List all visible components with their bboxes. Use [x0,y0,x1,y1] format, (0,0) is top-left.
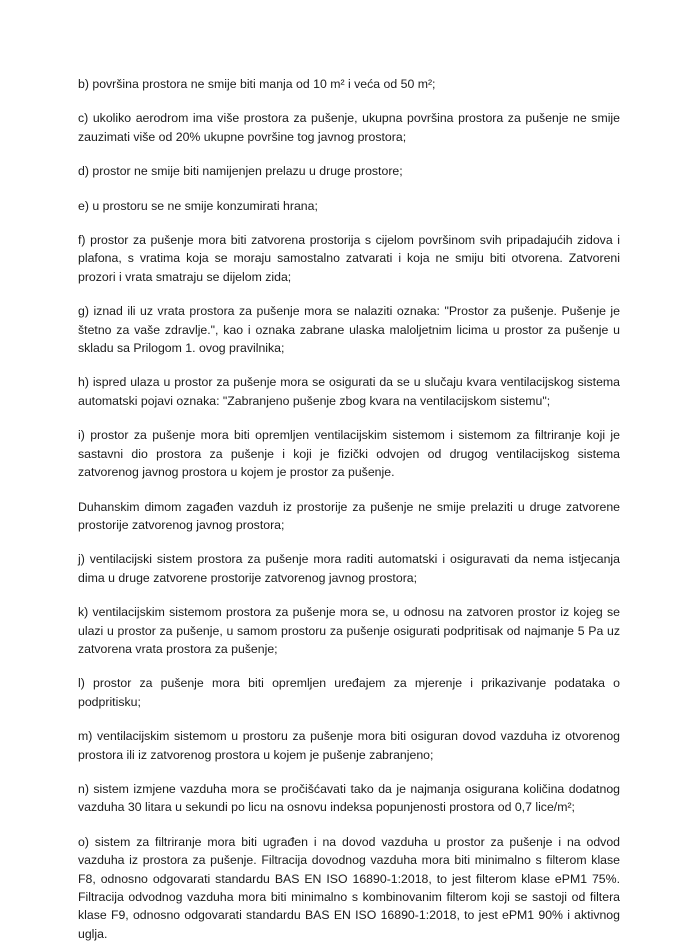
paragraph-b: b) površina prostora ne smije biti manja od 10 m² i veća od 50 m²; [78,77,436,91]
paragraph-f: f) prostor za pušenje mora biti zatvorena prostorija s cijelom površinom svih pripadajućih zidova i plafona, s vratima koja se moraju samostalno zatvarati i koja ne smiju biti otvorena. Zatvoreni prozori i vrata smatraju se dijelom zida; [78,233,620,284]
paragraph-i-continuation: Duhanskim dimom zagađen vazduh iz prostorije za pušenje ne smije prelaziti u druge zatvorene prostorije zatvorenog javnog prostora; [78,499,620,532]
paragraph-l: l) prostor za pušenje mora biti opremljen uređajem za mjerenje i prikazivanje podataka o podpritisku; [78,676,620,709]
document-page [78,75,620,943]
paragraph-o: o) sistem za filtriranje mora biti ugrađen i na dovod vazduha u prostor za pušenje i na odvod vazduha iz prostora za pušenje. Filtracija dovodnog vazduha mora biti minimalno s filterom klase F8, odnosno odgovarati standardu BAS EN ISO 16890-1:2018, to jest filterom klase ePM1 75%. Filtracija odvodnog vazduha mora biti minimalno s kombinovanim filterom koji se sastoji od filtera klase F9, odnosno odgovarati standardu BAS EN ISO 16890-1:2018, to jest ePM1 90% i aktivnog uglja. [78,834,620,941]
paragraph-i: i) prostor za pušenje mora biti opremljen ventilacijskim sistemom i sistemom za filtriranje koji je sastavni dio prostora za pušenje i koji je fizički odvojen od drugog ventilacijskog sistema zatvorenog javnog prostora u kojem je prostor za pušenje. [78,428,620,480]
paragraph-m: m) ventilacijskim sistemom u prostoru za pušenje mora biti osiguran dovod vazduha iz otvorenog prostora ili iz zatvorenog prostora u kojem je pušenje zabranjeno; [78,729,620,762]
paragraph-g: g) iznad ili uz vrata prostora za pušenje mora se nalaziti oznaka: "Prostor za pušenje. Pušenje je štetno za vaše zdravlje.", kao i oznaka zabrane ulaska maloljetnim licima u prostor za pušenje u skladu sa Prilogom 1. ovog pravilnika; [78,304,620,356]
paragraph-j: j) ventilacijski sistem prostora za pušenje mora raditi automatski i osiguravati da nema istjecanja dima u druge zatvorene prostorije zatvorenog javnog prostora; [78,552,620,585]
paragraph-n: n) sistem izmjene vazduha mora se pročišćavati tako da je najmanja osigurana količina dodatnog vazduha 30 litara u sekundi po licu na osnovu indeksa popunjenosti prostora od 0,7 lice/m²; [78,781,620,815]
paragraph-d: d) prostor ne smije biti namijenjen prelazu u druge prostore; [78,164,403,179]
paragraph-c: c) ukoliko aerodrom ima više prostora za pušenje, ukupna površina prostora za pušenje ne smije zauzimati više od 20% ukupne površine tog javnog prostora; [78,111,620,144]
paragraph-h: h) ispred ulaza u prostor za pušenje mora se osigurati da se u slučaju kvara ventilacijskog sistema automatski pojavi oznaka: "Zabranjeno pušenje zbog kvara na ventilacijskom sistemu"; [78,375,620,408]
paragraph-e: e) u prostoru se ne smije konzumirati hrana; [78,198,318,213]
paragraph-k: k) ventilacijskim sistemom prostora za pušenje mora se, u odnosu na zatvoren prostor iz kojeg se ulazi u prostor za pušenje, u samom prostoru za pušenje osigurati podpritisak od najmanje 5 Pa uz zatvorena vrata prostora za pušenje; [78,605,620,656]
